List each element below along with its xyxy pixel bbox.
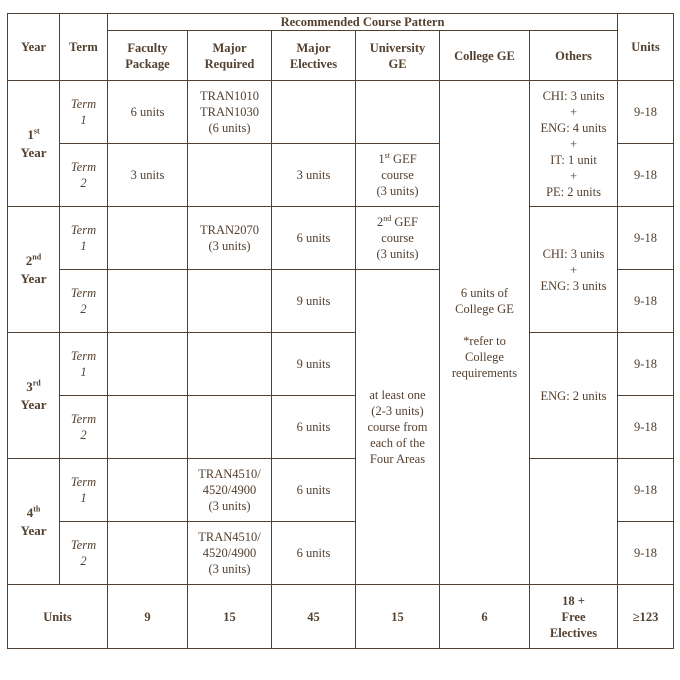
y1t2-faculty-package: 3 units xyxy=(108,144,188,207)
units-y2t1: 9-18 xyxy=(618,207,674,270)
y4t1-major-electives: 6 units xyxy=(272,459,356,522)
term-2-label: Term 2 xyxy=(60,144,108,207)
total-others: 18 + Free Electives xyxy=(530,585,618,649)
y3t2-major-electives: 6 units xyxy=(272,396,356,459)
course-pattern-table xyxy=(7,13,674,649)
college-ge-cell: 6 units of College GE *refer to College requirements xyxy=(440,81,530,585)
y2t2-major-required xyxy=(188,270,272,333)
totals-label: Units xyxy=(8,585,108,649)
y4t2-major-required: TRAN4510/ 4520/4900 (3 units) xyxy=(188,522,272,585)
term-1-label: Term 1 xyxy=(60,459,108,522)
y2t1-faculty-package xyxy=(108,207,188,270)
header-university-ge: University GE xyxy=(356,31,440,81)
y1t1-major-electives xyxy=(272,81,356,144)
y1t1-university-ge xyxy=(356,81,440,144)
others-year-1: CHI: 3 units + ENG: 4 units + IT: 1 unit + PE: 2 units xyxy=(530,81,618,207)
y3t1-major-electives: 9 units xyxy=(272,333,356,396)
units-y4t2: 9-18 xyxy=(618,522,674,585)
others-year-2: CHI: 3 units + ENG: 3 units xyxy=(530,207,618,333)
y3t2-major-required xyxy=(188,396,272,459)
y1t1-faculty-package: 6 units xyxy=(108,81,188,144)
term-1-label: Term 1 xyxy=(60,81,108,144)
y3t1-faculty-package xyxy=(108,333,188,396)
total-faculty-package: 9 xyxy=(108,585,188,649)
header-term: Term xyxy=(60,14,108,81)
y3t1-major-required xyxy=(188,333,272,396)
total-major-electives: 45 xyxy=(272,585,356,649)
units-y2t2: 9-18 xyxy=(618,270,674,333)
term-1-label: Term 1 xyxy=(60,333,108,396)
total-college-ge: 6 xyxy=(440,585,530,649)
header-major-required: Major Required xyxy=(188,31,272,81)
y2t2-faculty-package xyxy=(108,270,188,333)
y2t1-major-electives: 6 units xyxy=(272,207,356,270)
total-units: ≥123 xyxy=(618,585,674,649)
course-pattern-table-wrapper xyxy=(7,13,674,649)
units-y3t2: 9-18 xyxy=(618,396,674,459)
y1t1-major-required: TRAN1010 TRAN1030 (6 units) xyxy=(188,81,272,144)
y1t2-university-ge: 1st GEF course (3 units) xyxy=(356,144,440,207)
y1t2-major-electives: 3 units xyxy=(272,144,356,207)
header-recommended-course-pattern: Recommended Course Pattern xyxy=(108,14,618,31)
year-3-label: 3rd Year xyxy=(8,333,60,459)
units-y4t1: 9-18 xyxy=(618,459,674,522)
term-2-label: Term 2 xyxy=(60,396,108,459)
header-others: Others xyxy=(530,31,618,81)
total-university-ge: 15 xyxy=(356,585,440,649)
header-college-ge: College GE xyxy=(440,31,530,81)
others-year-4 xyxy=(530,459,618,585)
total-major-required: 15 xyxy=(188,585,272,649)
year-2-label: 2nd Year xyxy=(8,207,60,333)
university-ge-four-areas: at least one (2-3 units) course from each of the Four Areas xyxy=(356,270,440,585)
y4t1-major-required: TRAN4510/ 4520/4900 (3 units) xyxy=(188,459,272,522)
others-year-3: ENG: 2 units xyxy=(530,333,618,459)
y2t1-major-required: TRAN2070 (3 units) xyxy=(188,207,272,270)
header-year: Year xyxy=(8,14,60,81)
y4t1-faculty-package xyxy=(108,459,188,522)
y4t2-faculty-package xyxy=(108,522,188,585)
header-faculty-package: Faculty Package xyxy=(108,31,188,81)
header-units: Units xyxy=(618,14,674,81)
units-y1t1: 9-18 xyxy=(618,81,674,144)
year-1-label: 1st Year xyxy=(8,81,60,207)
y2t1-university-ge: 2nd GEF course (3 units) xyxy=(356,207,440,270)
y4t2-major-electives: 6 units xyxy=(272,522,356,585)
term-1-label: Term 1 xyxy=(60,207,108,270)
units-y3t1: 9-18 xyxy=(618,333,674,396)
y3t2-faculty-package xyxy=(108,396,188,459)
term-2-label: Term 2 xyxy=(60,270,108,333)
y1t2-major-required xyxy=(188,144,272,207)
header-major-electives: Major Electives xyxy=(272,31,356,81)
term-2-label: Term 2 xyxy=(60,522,108,585)
units-y1t2: 9-18 xyxy=(618,144,674,207)
year-4-label: 4th Year xyxy=(8,459,60,585)
y2t2-major-electives: 9 units xyxy=(272,270,356,333)
